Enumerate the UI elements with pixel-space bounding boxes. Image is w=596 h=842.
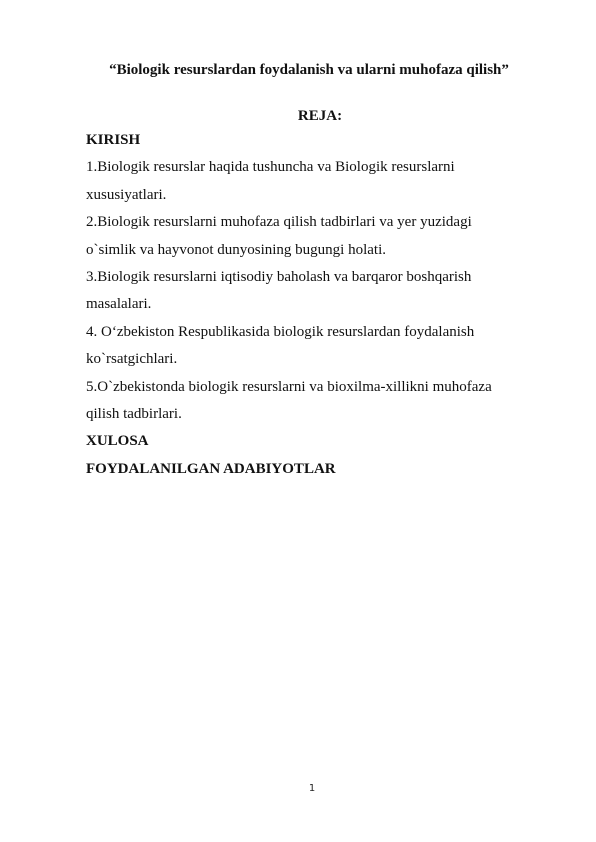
section-introduction: KIRISH [86,132,141,148]
plan-item-1-line-2: xususiyatlari. [86,186,167,203]
plan-item-4-line-2: ko`rsatgichlari. [86,351,178,368]
plan-content [86,127,546,483]
plan-item-3-line-1: 3.Biologik resurslarni iqtisodiy baholash va barqaror boshqarish [86,269,472,286]
plan-item-5-line-1: 5.O`zbekistonda biologik resurslarni va bioxilma-xillikni muhofaza [86,378,492,395]
plan-item-2-line-2: o`simlik va hayvonot dunyosining bugungi holati. [86,241,386,258]
plan-item-4-line-1: 4. O‘zbekiston Respublikasida biologik resurslardan foydalanish [86,323,475,340]
section-references: FOYDALANILGAN ADABIYOTLAR [86,460,336,477]
plan-item-5-line-2: qilish tadbirlari. [86,406,182,423]
plan-item-2-line-1: 2.Biologik resurslarni muhofaza qilish tadbirlari va yer yuzidagi [86,214,472,231]
plan-heading: REJA: [297,108,343,124]
page-number: 1 [308,783,316,794]
document-title: “Biologik resurslardan foydalanish va ularni muhofaza qilish” [109,62,509,78]
section-conclusion: XULOSA [86,433,149,450]
plan-item-1-line-1: 1.Biologik resurslar haqida tushuncha va Biologik resurslarni [86,159,455,176]
plan-item-3-line-2: masalalari. [86,296,152,313]
